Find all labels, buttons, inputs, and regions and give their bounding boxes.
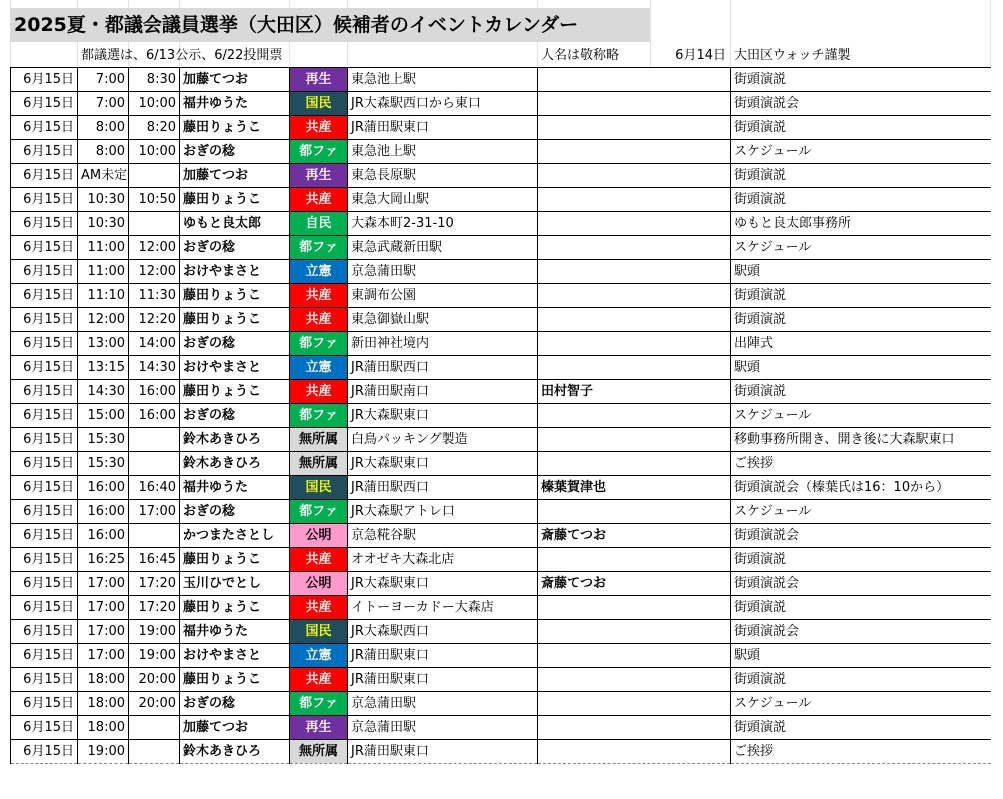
location-cell[interactable]: JR蒲田駅東口 bbox=[348, 668, 538, 692]
candidate-name-cell[interactable]: おけやまさと bbox=[180, 356, 290, 380]
location-cell[interactable]: 東急長原駅 bbox=[348, 164, 538, 188]
guest-cell[interactable] bbox=[538, 500, 731, 524]
start-time-cell[interactable]: 11:00 bbox=[78, 260, 129, 284]
table-row bbox=[11, 188, 991, 212]
date-cell[interactable]: 6月15日 bbox=[11, 164, 78, 188]
date-cell[interactable]: 6月15日 bbox=[11, 644, 78, 668]
note-cell[interactable]: スケジュール bbox=[731, 692, 991, 716]
end-time-cell[interactable]: 20:00 bbox=[129, 692, 180, 716]
start-time-cell[interactable]: 11:10 bbox=[78, 284, 129, 308]
date-cell[interactable]: 6月15日 bbox=[11, 476, 78, 500]
note-cell[interactable]: 街頭演説 bbox=[731, 596, 991, 620]
end-time-cell[interactable]: 16:00 bbox=[129, 404, 180, 428]
note-cell[interactable]: スケジュール bbox=[731, 404, 991, 428]
table-row bbox=[11, 620, 991, 644]
location-cell[interactable]: 京急蒲田駅 bbox=[348, 260, 538, 284]
end-time-cell[interactable]: 12:00 bbox=[129, 260, 180, 284]
location-cell[interactable]: 東急御嶽山駅 bbox=[348, 308, 538, 332]
guest-cell[interactable] bbox=[538, 428, 731, 452]
start-time-cell[interactable]: 15:30 bbox=[78, 428, 129, 452]
table-row bbox=[11, 476, 991, 500]
location-cell[interactable]: イトーヨーカドー大森店 bbox=[348, 596, 538, 620]
end-time-cell[interactable]: 16:45 bbox=[129, 548, 180, 572]
end-time-cell[interactable]: 11:30 bbox=[129, 284, 180, 308]
guest-cell[interactable]: 田村智子 bbox=[538, 380, 731, 404]
end-time-cell[interactable] bbox=[129, 524, 180, 548]
guest-cell[interactable]: 斎藤てつお bbox=[538, 572, 731, 596]
location-cell[interactable]: JR大森駅東口 bbox=[348, 452, 538, 476]
party-badge[interactable]: 自民 bbox=[290, 212, 348, 236]
table-row bbox=[11, 572, 991, 596]
table-row bbox=[11, 284, 991, 308]
end-time-cell[interactable]: 10:50 bbox=[129, 188, 180, 212]
date-cell[interactable]: 6月15日 bbox=[11, 140, 78, 164]
party-badge[interactable]: 無所属 bbox=[290, 740, 348, 764]
date-cell[interactable]: 6月15日 bbox=[11, 596, 78, 620]
note-cell[interactable]: スケジュール bbox=[731, 236, 991, 260]
note-cell[interactable]: 街頭演説 bbox=[731, 548, 991, 572]
candidate-name-cell[interactable]: 藤田りょうこ bbox=[180, 380, 290, 404]
table-row bbox=[11, 260, 991, 284]
party-badge[interactable]: 立憲 bbox=[290, 644, 348, 668]
location-cell[interactable]: 東調布公園 bbox=[348, 284, 538, 308]
note-cell[interactable]: 街頭演説会 bbox=[731, 572, 991, 596]
location-cell[interactable]: 京急糀谷駅 bbox=[348, 524, 538, 548]
end-time-cell[interactable] bbox=[129, 452, 180, 476]
start-time-cell[interactable]: 18:00 bbox=[78, 692, 129, 716]
note-cell[interactable]: ご挨拶 bbox=[731, 740, 991, 764]
party-badge[interactable]: 国民 bbox=[290, 92, 348, 116]
party-badge[interactable]: 再生 bbox=[290, 68, 348, 92]
guest-cell[interactable] bbox=[538, 356, 731, 380]
guest-cell[interactable] bbox=[538, 716, 731, 740]
note-cell[interactable]: 街頭演説 bbox=[731, 164, 991, 188]
date-cell[interactable]: 6月15日 bbox=[11, 500, 78, 524]
note-cell[interactable]: 街頭演説会 bbox=[731, 524, 991, 548]
candidate-name-cell[interactable]: おけやまさと bbox=[180, 644, 290, 668]
start-time-cell[interactable]: 16:00 bbox=[78, 524, 129, 548]
end-time-cell[interactable] bbox=[129, 740, 180, 764]
guest-cell[interactable] bbox=[538, 284, 731, 308]
note-cell[interactable]: 街頭演説 bbox=[731, 116, 991, 140]
candidate-name-cell[interactable]: 藤田りょうこ bbox=[180, 668, 290, 692]
start-time-cell[interactable]: 16:25 bbox=[78, 548, 129, 572]
date-cell[interactable]: 6月15日 bbox=[11, 332, 78, 356]
end-time-cell[interactable]: 12:20 bbox=[129, 308, 180, 332]
start-time-cell[interactable]: 10:30 bbox=[78, 212, 129, 236]
note-cell[interactable]: 街頭演説会 bbox=[731, 92, 991, 116]
event-table-body bbox=[11, 68, 991, 764]
candidate-name-cell[interactable]: 加藤てつお bbox=[180, 68, 290, 92]
table-row bbox=[11, 428, 991, 452]
start-time-cell[interactable]: 12:00 bbox=[78, 308, 129, 332]
table-row bbox=[11, 68, 991, 92]
party-badge[interactable]: 都ファ bbox=[290, 332, 348, 356]
note-cell[interactable]: 街頭演説会（榛葉氏は16：10から） bbox=[731, 476, 991, 500]
table-row bbox=[11, 404, 991, 428]
end-time-cell[interactable]: 16:00 bbox=[129, 380, 180, 404]
party-badge[interactable]: 公明 bbox=[290, 572, 348, 596]
location-cell[interactable]: JR蒲田駅西口 bbox=[348, 356, 538, 380]
party-badge[interactable]: 共産 bbox=[290, 284, 348, 308]
location-cell[interactable]: 京急蒲田駅 bbox=[348, 716, 538, 740]
date-cell[interactable]: 6月15日 bbox=[11, 404, 78, 428]
candidate-name-cell[interactable]: おぎの稔 bbox=[180, 236, 290, 260]
page-title[interactable]: 2025夏・都議会議員選挙（大田区）候補者のイベントカレンダー bbox=[10, 8, 650, 42]
location-cell[interactable]: JR大森駅東口 bbox=[348, 572, 538, 596]
title-row bbox=[0, 0, 1003, 44]
start-time-cell[interactable]: 17:00 bbox=[78, 596, 129, 620]
date-cell[interactable]: 6月15日 bbox=[11, 668, 78, 692]
table-row bbox=[11, 92, 991, 116]
candidate-name-cell[interactable]: 藤田りょうこ bbox=[180, 284, 290, 308]
date-cell[interactable]: 6月15日 bbox=[11, 572, 78, 596]
candidate-name-cell[interactable]: おぎの稔 bbox=[180, 692, 290, 716]
party-badge[interactable]: 再生 bbox=[290, 716, 348, 740]
guest-cell[interactable]: 榛葉賀津也 bbox=[538, 476, 731, 500]
start-time-cell[interactable]: 15:30 bbox=[78, 452, 129, 476]
location-cell[interactable]: JR大森駅西口から東口 bbox=[348, 92, 538, 116]
location-cell[interactable]: 新田神社境内 bbox=[348, 332, 538, 356]
note-cell[interactable]: スケジュール bbox=[731, 140, 991, 164]
end-time-cell[interactable]: 8:30 bbox=[129, 68, 180, 92]
guest-cell[interactable] bbox=[538, 164, 731, 188]
end-time-cell[interactable]: 12:00 bbox=[129, 236, 180, 260]
table-row bbox=[11, 212, 991, 236]
start-time-cell[interactable]: 13:15 bbox=[78, 356, 129, 380]
date-cell[interactable]: 6月15日 bbox=[11, 740, 78, 764]
party-badge[interactable]: 国民 bbox=[290, 620, 348, 644]
table-row bbox=[11, 644, 991, 668]
date-cell[interactable]: 6月15日 bbox=[11, 692, 78, 716]
location-cell[interactable]: 東急池上駅 bbox=[348, 68, 538, 92]
start-time-cell[interactable]: 13:00 bbox=[78, 332, 129, 356]
note-cell[interactable]: ゆもと良太郎事務所 bbox=[731, 212, 991, 236]
date-cell[interactable]: 6月15日 bbox=[11, 188, 78, 212]
table-row bbox=[11, 356, 991, 380]
end-time-cell[interactable] bbox=[129, 164, 180, 188]
date-cell[interactable]: 6月15日 bbox=[11, 356, 78, 380]
candidate-name-cell[interactable]: 藤田りょうこ bbox=[180, 116, 290, 140]
end-time-cell[interactable] bbox=[129, 428, 180, 452]
party-badge[interactable]: 共産 bbox=[290, 668, 348, 692]
guest-cell[interactable] bbox=[538, 644, 731, 668]
guest-cell[interactable]: 斎藤てつお bbox=[538, 524, 731, 548]
start-time-cell[interactable]: 15:00 bbox=[78, 404, 129, 428]
date-cell[interactable]: 6月15日 bbox=[11, 620, 78, 644]
note-cell[interactable]: 街頭演説 bbox=[731, 716, 991, 740]
date-cell[interactable]: 6月15日 bbox=[11, 236, 78, 260]
table-row bbox=[11, 332, 991, 356]
candidate-name-cell[interactable]: おぎの稔 bbox=[180, 332, 290, 356]
party-badge[interactable]: 共産 bbox=[290, 548, 348, 572]
date-cell[interactable]: 6月15日 bbox=[11, 308, 78, 332]
date-cell[interactable]: 6月15日 bbox=[11, 452, 78, 476]
note-cell[interactable]: 駅頭 bbox=[731, 260, 991, 284]
party-badge[interactable]: 都ファ bbox=[290, 500, 348, 524]
location-cell[interactable]: JR大森駅東口 bbox=[348, 404, 538, 428]
guest-cell[interactable] bbox=[538, 404, 731, 428]
guest-cell[interactable] bbox=[538, 260, 731, 284]
note-cell[interactable]: ご挨拶 bbox=[731, 452, 991, 476]
start-time-cell[interactable]: 14:30 bbox=[78, 380, 129, 404]
location-cell[interactable]: JR大森駅西口 bbox=[348, 620, 538, 644]
party-badge[interactable]: 都ファ bbox=[290, 140, 348, 164]
guest-cell[interactable] bbox=[538, 332, 731, 356]
party-badge[interactable]: 共産 bbox=[290, 308, 348, 332]
location-cell[interactable]: オオゼキ大森北店 bbox=[348, 548, 538, 572]
note-cell[interactable]: 出陣式 bbox=[731, 332, 991, 356]
candidate-name-cell[interactable]: 藤田りょうこ bbox=[180, 188, 290, 212]
honorific-note[interactable]: 人名は敬称略 bbox=[541, 48, 620, 63]
credit-note[interactable]: 大田区ウォッチ謹製 bbox=[734, 48, 851, 63]
guest-cell[interactable] bbox=[538, 308, 731, 332]
note-cell[interactable]: 街頭演説 bbox=[731, 188, 991, 212]
candidate-name-cell[interactable]: おけやまさと bbox=[180, 260, 290, 284]
start-time-cell[interactable]: 16:00 bbox=[78, 476, 129, 500]
party-badge[interactable]: 都ファ bbox=[290, 236, 348, 260]
location-cell[interactable]: 白鳥パッキング製造 bbox=[348, 428, 538, 452]
end-time-cell[interactable]: 17:20 bbox=[129, 596, 180, 620]
table-row bbox=[11, 308, 991, 332]
date-cell[interactable]: 6月15日 bbox=[11, 92, 78, 116]
candidate-name-cell[interactable]: 福井ゆうた bbox=[180, 476, 290, 500]
start-time-cell[interactable]: 18:00 bbox=[78, 716, 129, 740]
location-cell[interactable]: JR大森駅アトレ口 bbox=[348, 500, 538, 524]
table-row bbox=[11, 380, 991, 404]
candidate-name-cell[interactable]: 鈴木あきひろ bbox=[180, 740, 290, 764]
location-cell[interactable]: JR蒲田駅東口 bbox=[348, 740, 538, 764]
party-badge[interactable]: 共産 bbox=[290, 380, 348, 404]
end-time-cell[interactable]: 10:00 bbox=[129, 92, 180, 116]
guest-cell[interactable] bbox=[538, 668, 731, 692]
table-row bbox=[11, 116, 991, 140]
note-cell[interactable]: 街頭演説 bbox=[731, 308, 991, 332]
note-cell[interactable]: スケジュール bbox=[731, 500, 991, 524]
start-time-cell[interactable]: 11:00 bbox=[78, 236, 129, 260]
candidate-name-cell[interactable]: 藤田りょうこ bbox=[180, 308, 290, 332]
note-cell[interactable]: 街頭演説 bbox=[731, 68, 991, 92]
table-row bbox=[11, 548, 991, 572]
end-time-cell[interactable]: 17:00 bbox=[129, 500, 180, 524]
candidate-name-cell[interactable]: 加藤てつお bbox=[180, 716, 290, 740]
location-cell[interactable]: JR蒲田駅西口 bbox=[348, 476, 538, 500]
candidate-name-cell[interactable]: 福井ゆうた bbox=[180, 620, 290, 644]
table-row bbox=[11, 596, 991, 620]
guest-cell[interactable] bbox=[538, 740, 731, 764]
date-cell[interactable]: 6月15日 bbox=[11, 380, 78, 404]
date-cell[interactable]: 6月15日 bbox=[11, 212, 78, 236]
event-table bbox=[10, 67, 991, 764]
date-cell[interactable]: 6月15日 bbox=[11, 116, 78, 140]
date-cell[interactable]: 6月15日 bbox=[11, 428, 78, 452]
guest-cell[interactable] bbox=[538, 212, 731, 236]
candidate-name-cell[interactable]: 玉川ひでとし bbox=[180, 572, 290, 596]
location-cell[interactable]: JR蒲田駅東口 bbox=[348, 116, 538, 140]
end-time-cell[interactable]: 8:20 bbox=[129, 116, 180, 140]
table-row bbox=[11, 740, 991, 764]
location-cell[interactable]: 東急武蔵新田駅 bbox=[348, 236, 538, 260]
guest-cell[interactable] bbox=[538, 188, 731, 212]
schedule-note[interactable]: 都議選は、6/13公示、6/22投開票 bbox=[81, 48, 283, 63]
guest-cell[interactable] bbox=[538, 620, 731, 644]
guest-cell[interactable] bbox=[538, 140, 731, 164]
candidate-name-cell[interactable]: 加藤てつお bbox=[180, 164, 290, 188]
note-cell[interactable]: 街頭演説 bbox=[731, 668, 991, 692]
candidate-name-cell[interactable]: ゆもと良太郎 bbox=[180, 212, 290, 236]
end-time-cell[interactable]: 19:00 bbox=[129, 620, 180, 644]
end-time-cell[interactable] bbox=[129, 716, 180, 740]
location-cell[interactable]: JR蒲田駅東口 bbox=[348, 644, 538, 668]
table-row bbox=[11, 236, 991, 260]
note-cell[interactable]: 駅頭 bbox=[731, 644, 991, 668]
updated-date[interactable]: 6月14日 bbox=[675, 48, 726, 63]
date-cell[interactable]: 6月15日 bbox=[11, 524, 78, 548]
table-row bbox=[11, 452, 991, 476]
start-time-cell[interactable]: AM未定 bbox=[78, 164, 129, 188]
party-badge[interactable]: 立憲 bbox=[290, 260, 348, 284]
candidate-name-cell[interactable]: 福井ゆうた bbox=[180, 92, 290, 116]
date-cell[interactable]: 6月15日 bbox=[11, 716, 78, 740]
candidate-name-cell[interactable]: 藤田りょうこ bbox=[180, 548, 290, 572]
start-time-cell[interactable]: 8:00 bbox=[78, 116, 129, 140]
start-time-cell[interactable]: 19:00 bbox=[78, 740, 129, 764]
guest-cell[interactable] bbox=[538, 92, 731, 116]
party-badge[interactable]: 無所属 bbox=[290, 428, 348, 452]
note-cell[interactable]: 街頭演説 bbox=[731, 284, 991, 308]
party-badge[interactable]: 共産 bbox=[290, 188, 348, 212]
guest-cell[interactable] bbox=[538, 548, 731, 572]
guest-cell[interactable] bbox=[538, 692, 731, 716]
candidate-name-cell[interactable]: おぎの稔 bbox=[180, 140, 290, 164]
note-cell[interactable]: 街頭演説 bbox=[731, 380, 991, 404]
party-badge[interactable]: 立憲 bbox=[290, 356, 348, 380]
end-time-cell[interactable]: 16:40 bbox=[129, 476, 180, 500]
party-badge[interactable]: 都ファ bbox=[290, 692, 348, 716]
candidate-name-cell[interactable]: 鈴木あきひろ bbox=[180, 452, 290, 476]
end-time-cell[interactable]: 19:00 bbox=[129, 644, 180, 668]
note-cell[interactable]: 駅頭 bbox=[731, 356, 991, 380]
candidate-name-cell[interactable]: おぎの稔 bbox=[180, 500, 290, 524]
date-cell[interactable]: 6月15日 bbox=[11, 548, 78, 572]
party-badge[interactable]: 国民 bbox=[290, 476, 348, 500]
end-time-cell[interactable] bbox=[129, 212, 180, 236]
table-row bbox=[11, 164, 991, 188]
start-time-cell[interactable]: 17:00 bbox=[78, 572, 129, 596]
location-cell[interactable]: 東急大岡山駅 bbox=[348, 188, 538, 212]
table-row bbox=[11, 716, 991, 740]
end-time-cell[interactable]: 14:30 bbox=[129, 356, 180, 380]
guest-cell[interactable] bbox=[538, 236, 731, 260]
guest-cell[interactable] bbox=[538, 452, 731, 476]
location-cell[interactable]: 大森本町2-31-10 bbox=[348, 212, 538, 236]
candidate-name-cell[interactable]: おぎの稔 bbox=[180, 404, 290, 428]
date-cell[interactable]: 6月15日 bbox=[11, 260, 78, 284]
location-cell[interactable]: 京急蒲田駅 bbox=[348, 692, 538, 716]
end-time-cell[interactable]: 14:00 bbox=[129, 332, 180, 356]
start-time-cell[interactable]: 7:00 bbox=[78, 68, 129, 92]
start-time-cell[interactable]: 18:00 bbox=[78, 668, 129, 692]
start-time-cell[interactable]: 16:00 bbox=[78, 500, 129, 524]
note-cell[interactable]: 街頭演説会 bbox=[731, 620, 991, 644]
party-badge[interactable]: 公明 bbox=[290, 524, 348, 548]
party-badge[interactable]: 共産 bbox=[290, 116, 348, 140]
note-cell[interactable]: 移動事務所開き、開き後に大森駅東口 bbox=[731, 428, 991, 452]
date-cell[interactable]: 6月15日 bbox=[11, 284, 78, 308]
table-row bbox=[11, 668, 991, 692]
table-row bbox=[11, 524, 991, 548]
party-badge[interactable]: 再生 bbox=[290, 164, 348, 188]
start-time-cell[interactable]: 10:30 bbox=[78, 188, 129, 212]
table-row bbox=[11, 140, 991, 164]
guest-cell[interactable] bbox=[538, 596, 731, 620]
candidate-name-cell[interactable]: 藤田りょうこ bbox=[180, 596, 290, 620]
date-cell[interactable]: 6月15日 bbox=[11, 68, 78, 92]
start-time-cell[interactable]: 7:00 bbox=[78, 92, 129, 116]
party-badge[interactable]: 都ファ bbox=[290, 404, 348, 428]
guest-cell[interactable] bbox=[538, 68, 731, 92]
end-time-cell[interactable]: 17:20 bbox=[129, 572, 180, 596]
guest-cell[interactable] bbox=[538, 116, 731, 140]
location-cell[interactable]: JR蒲田駅南口 bbox=[348, 380, 538, 404]
table-row bbox=[11, 692, 991, 716]
start-time-cell[interactable]: 8:00 bbox=[78, 140, 129, 164]
end-time-cell[interactable]: 20:00 bbox=[129, 668, 180, 692]
candidate-name-cell[interactable]: かつまたさとし bbox=[180, 524, 290, 548]
party-badge[interactable]: 無所属 bbox=[290, 452, 348, 476]
location-cell[interactable]: 東急池上駅 bbox=[348, 140, 538, 164]
end-time-cell[interactable]: 10:00 bbox=[129, 140, 180, 164]
start-time-cell[interactable]: 17:00 bbox=[78, 644, 129, 668]
candidate-name-cell[interactable]: 鈴木あきひろ bbox=[180, 428, 290, 452]
table-row bbox=[11, 500, 991, 524]
start-time-cell[interactable]: 17:00 bbox=[78, 620, 129, 644]
party-badge[interactable]: 共産 bbox=[290, 596, 348, 620]
